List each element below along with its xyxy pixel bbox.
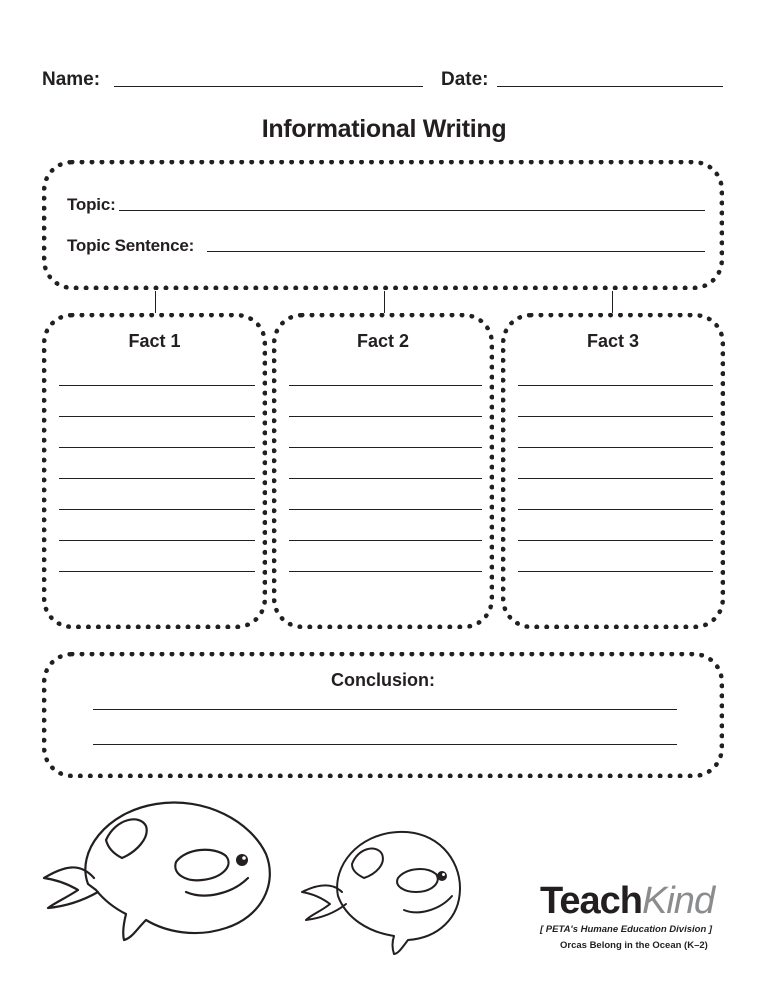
fact-3-line[interactable] (518, 447, 713, 448)
topic-sentence-label: Topic Sentence: (67, 236, 195, 255)
fact-2-line[interactable] (289, 571, 482, 572)
date-field[interactable] (497, 86, 723, 87)
large-orca-illustration (36, 792, 286, 942)
fact-2-title: Fact 2 (356, 331, 410, 351)
topic-field[interactable] (119, 210, 705, 211)
teachkind-logo (540, 880, 714, 922)
fact-2-line[interactable] (289, 416, 482, 417)
page-title: Informational Writing (261, 115, 507, 143)
topic-box (42, 160, 724, 290)
fact-box-1 (42, 313, 267, 629)
fact-1-line[interactable] (59, 509, 255, 510)
fact-1-title: Fact 1 (128, 331, 181, 351)
connector-fact-3 (612, 291, 613, 313)
fact-2-line[interactable] (289, 385, 482, 386)
fact-3-line[interactable] (518, 478, 713, 479)
fact-3-line[interactable] (518, 385, 713, 386)
fact-1-line[interactable] (59, 571, 255, 572)
fact-3-line[interactable] (518, 571, 713, 572)
brand-teach: Teach (540, 880, 643, 922)
connector-fact-1 (155, 291, 156, 313)
fact-3-line[interactable] (518, 416, 713, 417)
fact-box-3 (501, 313, 725, 629)
name-field[interactable] (114, 86, 423, 87)
conclusion-line[interactable] (93, 709, 677, 710)
connector-fact-2 (384, 291, 385, 313)
small-orca-illustration (298, 826, 468, 956)
fact-3-line[interactable] (518, 540, 713, 541)
fact-1-line[interactable] (59, 416, 255, 417)
fact-2-line[interactable] (289, 540, 482, 541)
conclusion-box (42, 652, 724, 778)
fact-box-2 (272, 313, 494, 629)
conclusion-line[interactable] (93, 744, 677, 745)
fact-1-line[interactable] (59, 385, 255, 386)
fact-1-line[interactable] (59, 447, 255, 448)
date-label: Date: (441, 69, 489, 90)
conclusion-title: Conclusion: (331, 670, 435, 690)
fact-2-line[interactable] (289, 509, 482, 510)
lesson-title: Orcas Belong in the Ocean (K–2) (560, 940, 708, 951)
fact-1-line[interactable] (59, 478, 255, 479)
fact-3-title: Fact 3 (586, 331, 640, 351)
fact-2-line[interactable] (289, 478, 482, 479)
topic-sentence-field[interactable] (207, 251, 705, 252)
topic-label: Topic: (67, 195, 116, 214)
brand-tagline: [ PETA's Humane Education Division ] (540, 924, 713, 935)
name-label: Name: (42, 69, 101, 90)
fact-1-line[interactable] (59, 540, 255, 541)
brand-kind: Kind (642, 880, 715, 922)
fact-2-line[interactable] (289, 447, 482, 448)
fact-3-line[interactable] (518, 509, 713, 510)
